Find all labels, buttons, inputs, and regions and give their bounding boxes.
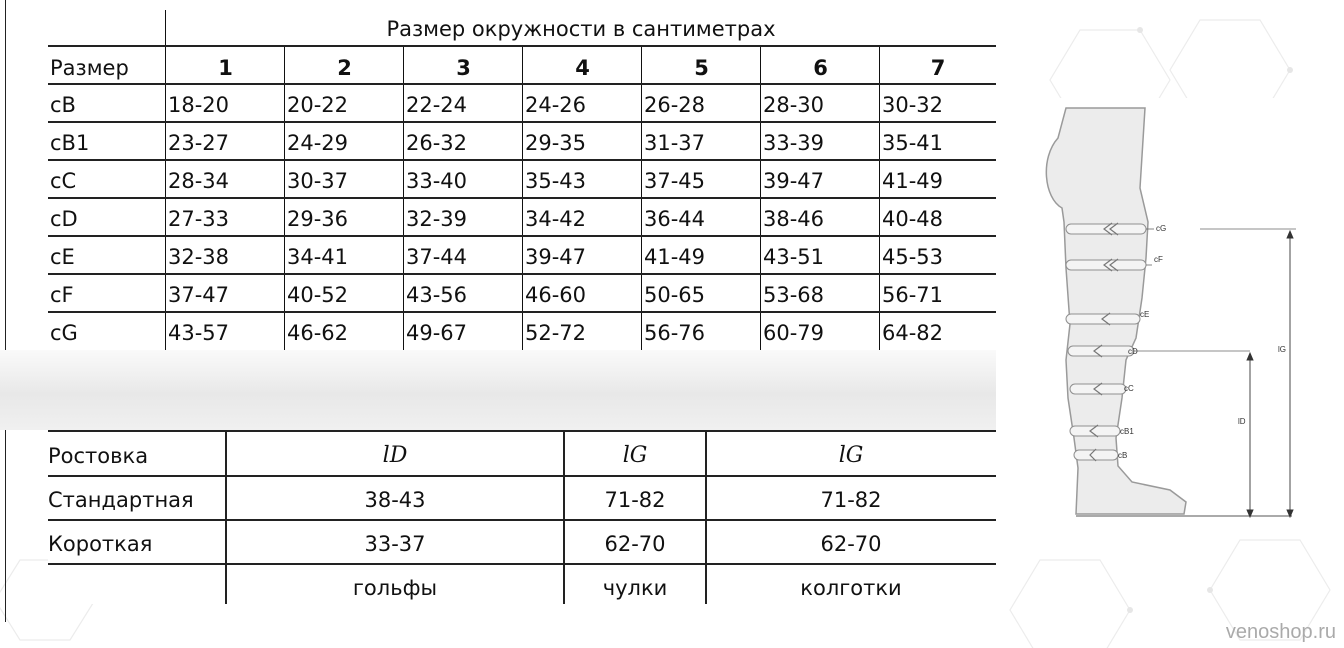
table-cell: 56-76 bbox=[644, 321, 706, 345]
table-cell: 49-67 bbox=[406, 321, 468, 345]
product-type-stockings: чулки bbox=[602, 576, 668, 600]
size-column-header: 1 bbox=[218, 56, 233, 80]
table-cell: 29-36 bbox=[287, 207, 349, 231]
table-cell: 20-22 bbox=[287, 93, 349, 117]
table-cell: 36-44 bbox=[644, 207, 706, 231]
table-cell: 24-29 bbox=[287, 131, 349, 155]
table-cell: 23-27 bbox=[168, 131, 230, 155]
table-cell: 33-40 bbox=[406, 169, 468, 193]
size-column-header: 2 bbox=[337, 56, 352, 80]
length-cell: 71-82 bbox=[820, 488, 882, 512]
label-cG: cG bbox=[1156, 224, 1167, 233]
length-header-label: Ростовка bbox=[48, 444, 149, 468]
grid-line bbox=[48, 197, 996, 199]
grid-line bbox=[705, 430, 707, 604]
brand-watermark: venoshop.ru bbox=[1225, 621, 1336, 643]
table-cell: 31-37 bbox=[644, 131, 706, 155]
grid-line bbox=[225, 430, 227, 604]
grid-line bbox=[48, 563, 996, 565]
row-label: cB1 bbox=[50, 131, 90, 155]
grid-line bbox=[563, 430, 565, 604]
size-column-header: 4 bbox=[575, 56, 590, 80]
product-type-golfs: гольфы bbox=[352, 576, 438, 600]
size-table-title: Размер окружности в сантиметрах bbox=[386, 17, 776, 41]
size-column-header: 3 bbox=[456, 56, 471, 80]
leg-illustration bbox=[1040, 98, 1336, 538]
table-cell: 34-42 bbox=[525, 207, 587, 231]
table-cell: 30-37 bbox=[287, 169, 349, 193]
table-cell: 37-47 bbox=[168, 283, 230, 307]
table-cell: 50-65 bbox=[644, 283, 706, 307]
length-cell: 33-37 bbox=[364, 532, 426, 556]
table-cell: 46-60 bbox=[525, 283, 587, 307]
grid-line bbox=[48, 159, 996, 161]
row-label: cG bbox=[50, 321, 78, 345]
label-cB: cB bbox=[1118, 451, 1128, 460]
table-cell: 43-56 bbox=[406, 283, 468, 307]
table-cell: 35-41 bbox=[882, 131, 944, 155]
label-cE: cE bbox=[1140, 310, 1150, 319]
row-label: cC bbox=[50, 169, 77, 193]
label-cB1: cB1 bbox=[1120, 427, 1134, 436]
length-header-col2: lG bbox=[622, 443, 648, 468]
grid-line bbox=[48, 430, 996, 432]
table-cell: 39-47 bbox=[763, 169, 825, 193]
grid-line bbox=[165, 10, 166, 350]
product-type-tights: колготки bbox=[800, 576, 902, 600]
row-label: cE bbox=[50, 245, 75, 269]
table-cell: 43-51 bbox=[763, 245, 825, 269]
table-cell: 46-62 bbox=[287, 321, 349, 345]
grid-line bbox=[48, 519, 996, 521]
table-cell: 39-47 bbox=[525, 245, 587, 269]
table-cell: 30-32 bbox=[882, 93, 944, 117]
table-cell: 40-52 bbox=[287, 283, 349, 307]
grid-line bbox=[48, 475, 996, 477]
table-cell: 43-57 bbox=[168, 321, 230, 345]
table-cell: 26-28 bbox=[644, 93, 706, 117]
table-cell: 24-26 bbox=[525, 93, 587, 117]
table-cell: 64-82 bbox=[882, 321, 944, 345]
table-cell: 56-71 bbox=[882, 283, 944, 307]
row-label: cB bbox=[50, 93, 76, 117]
table-cell: 60-79 bbox=[763, 321, 825, 345]
row-label: cF bbox=[50, 283, 74, 307]
size-column-header: 7 bbox=[930, 56, 946, 80]
length-header-col1: lD bbox=[382, 443, 408, 468]
label-lD: lD bbox=[1238, 417, 1246, 426]
table-cell: 37-44 bbox=[406, 245, 468, 269]
length-cell: 62-70 bbox=[820, 532, 882, 556]
size-column-header: 6 bbox=[813, 56, 828, 80]
label-cF: cF bbox=[1154, 255, 1163, 264]
table-cell: 29-35 bbox=[525, 131, 587, 155]
table-cell: 40-48 bbox=[882, 207, 944, 231]
table-cell: 34-41 bbox=[287, 245, 349, 269]
table-cell: 35-43 bbox=[525, 169, 587, 193]
length-cell: 38-43 bbox=[364, 488, 426, 512]
table-cell: 41-49 bbox=[644, 245, 706, 269]
grid-line bbox=[48, 273, 996, 275]
row-label: cD bbox=[50, 207, 78, 231]
length-cell: 71-82 bbox=[604, 488, 666, 512]
label-lG: lG bbox=[1278, 345, 1286, 354]
leader-lines bbox=[1134, 229, 1296, 351]
decorative-band bbox=[0, 350, 996, 430]
size-column-label: Размер bbox=[50, 56, 129, 80]
table-cell: 26-32 bbox=[406, 131, 468, 155]
grid-line bbox=[48, 311, 996, 313]
table-cell: 41-49 bbox=[882, 169, 944, 193]
table-cell: 53-68 bbox=[763, 283, 825, 307]
table-cell: 45-53 bbox=[882, 245, 944, 269]
length-arrows bbox=[1247, 231, 1293, 517]
length-table bbox=[48, 430, 996, 604]
label-cC: cC bbox=[1124, 384, 1134, 393]
label-cD: cD bbox=[1128, 347, 1138, 356]
grid-line bbox=[48, 45, 996, 47]
length-row-label: Стандартная bbox=[48, 488, 194, 512]
table-cell: 32-38 bbox=[168, 245, 230, 269]
table-cell: 22-24 bbox=[406, 93, 468, 117]
left-border-line bbox=[5, 0, 6, 622]
size-column-header: 5 bbox=[694, 56, 709, 80]
table-cell: 27-33 bbox=[168, 207, 230, 231]
length-row-label: Короткая bbox=[48, 532, 153, 556]
table-cell: 37-45 bbox=[644, 169, 706, 193]
size-table bbox=[48, 10, 996, 350]
table-cell: 38-46 bbox=[763, 207, 825, 231]
table-cell: 32-39 bbox=[406, 207, 468, 231]
table-cell: 28-30 bbox=[763, 93, 825, 117]
grid-line bbox=[48, 121, 996, 123]
length-header-col3: lG bbox=[838, 443, 864, 468]
leg-diagram bbox=[1040, 98, 1336, 538]
table-cell: 52-72 bbox=[525, 321, 587, 345]
grid-line bbox=[48, 83, 996, 85]
table-cell: 33-39 bbox=[763, 131, 825, 155]
table-cell: 18-20 bbox=[168, 93, 230, 117]
length-cell: 62-70 bbox=[604, 532, 666, 556]
grid-line bbox=[48, 235, 996, 237]
table-cell: 28-34 bbox=[168, 169, 230, 193]
